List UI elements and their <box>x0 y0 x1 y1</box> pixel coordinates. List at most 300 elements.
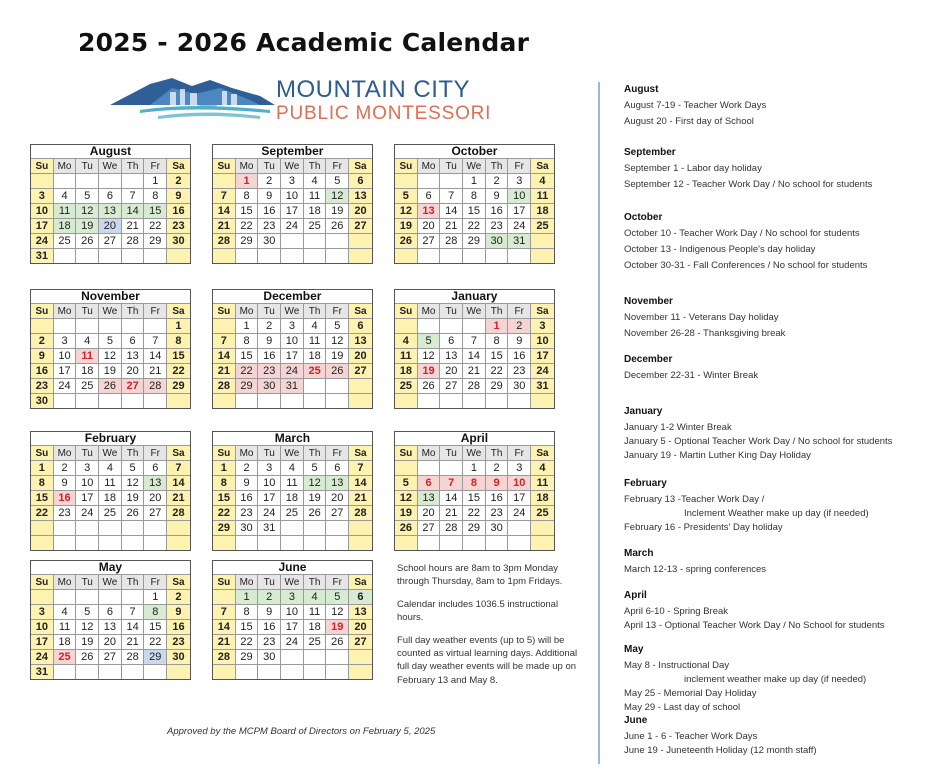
weekday-header: We <box>99 574 122 589</box>
weekday-header: Tu <box>440 158 463 173</box>
day-cell: 7 <box>349 460 372 475</box>
empty-cell <box>213 589 236 604</box>
day-cell: 13 <box>99 619 122 634</box>
day-cell: 23 <box>486 218 509 233</box>
day-cell: 4 <box>304 589 327 604</box>
empty-cell <box>281 649 304 664</box>
event-item: inclement weather make up day (if needed) <box>684 674 867 685</box>
weekday-header: Fr <box>144 445 167 460</box>
empty-cell <box>144 664 167 679</box>
day-cell: 31 <box>31 664 54 679</box>
weekday-header: Fr <box>144 574 167 589</box>
day-cell: 3 <box>281 318 304 333</box>
weekday-header: Tu <box>76 303 99 318</box>
weekday-header: Sa <box>349 303 372 318</box>
weekday-header: Sa <box>531 158 554 173</box>
day-cell: 23 <box>486 505 509 520</box>
day-cell: 8 <box>144 188 167 203</box>
empty-cell <box>144 520 167 535</box>
weekday-header: We <box>463 303 486 318</box>
empty-cell <box>31 520 54 535</box>
day-cell: 10 <box>508 475 531 490</box>
day-cell: 16 <box>31 363 54 378</box>
empty-cell <box>304 535 327 550</box>
day-cell: 17 <box>508 490 531 505</box>
event-group-february <box>624 478 869 535</box>
weekday-header: We <box>463 445 486 460</box>
month-calendar-june <box>212 560 373 680</box>
event-month-heading: April <box>624 590 647 601</box>
day-cell: 19 <box>395 505 418 520</box>
event-item: January 5 - Optional Teacher Work Day / No school for students <box>624 436 893 447</box>
empty-cell <box>281 393 304 408</box>
empty-cell <box>304 393 327 408</box>
month-calendar-january <box>394 289 555 409</box>
weekday-header: We <box>463 158 486 173</box>
weekday-header: Su <box>213 303 236 318</box>
empty-cell <box>463 393 486 408</box>
day-cell: 3 <box>31 604 54 619</box>
empty-cell <box>326 378 349 393</box>
day-cell: 22 <box>463 505 486 520</box>
day-cell: 6 <box>122 333 145 348</box>
month-name: August <box>89 144 132 158</box>
empty-cell <box>54 173 77 188</box>
day-cell: 13 <box>326 475 349 490</box>
day-cell: 7 <box>213 333 236 348</box>
day-cell: 19 <box>326 348 349 363</box>
day-cell: 29 <box>486 378 509 393</box>
event-item: September 1 - Labor day holiday <box>624 163 762 174</box>
empty-cell <box>304 664 327 679</box>
day-cell: 14 <box>440 490 463 505</box>
empty-cell <box>440 318 463 333</box>
event-item: January 1-2 Winter Break <box>624 422 732 433</box>
note-instructional-hours: Calendar includes 1036.5 instructional hours. <box>397 598 559 624</box>
day-cell: 19 <box>418 363 441 378</box>
day-cell: 28 <box>122 233 145 248</box>
day-cell: 14 <box>440 203 463 218</box>
day-cell: 26 <box>326 218 349 233</box>
day-cell: 6 <box>418 475 441 490</box>
day-cell: 2 <box>167 173 190 188</box>
note-weather: Full day weather events (up to 5) will be counted as virtual learning days. Additional full day weather events will be made up on February 13 and May 8. <box>397 634 578 686</box>
day-cell: 10 <box>281 333 304 348</box>
empty-cell <box>486 248 509 263</box>
empty-cell <box>326 520 349 535</box>
day-cell: 15 <box>213 490 236 505</box>
event-item: August 7-19 - Teacher Work Days <box>624 100 767 111</box>
empty-cell <box>395 248 418 263</box>
day-cell: 1 <box>213 460 236 475</box>
event-month-heading: February <box>624 478 667 489</box>
day-cell: 17 <box>31 218 54 233</box>
day-cell: 17 <box>258 490 281 505</box>
empty-cell <box>213 248 236 263</box>
weekday-header: Tu <box>76 158 99 173</box>
empty-cell <box>213 173 236 188</box>
day-cell: 20 <box>349 619 372 634</box>
month-calendar-may <box>30 560 191 680</box>
day-cell: 30 <box>167 649 190 664</box>
weekday-header: We <box>99 303 122 318</box>
empty-cell <box>122 535 145 550</box>
empty-cell <box>440 248 463 263</box>
weekday-header: Tu <box>258 303 281 318</box>
day-cell: 18 <box>304 619 327 634</box>
day-cell: 15 <box>31 490 54 505</box>
day-cell: 7 <box>167 460 190 475</box>
day-cell: 14 <box>463 348 486 363</box>
day-cell: 26 <box>326 634 349 649</box>
day-cell: 10 <box>31 203 54 218</box>
day-cell: 9 <box>486 188 509 203</box>
day-cell: 25 <box>304 634 327 649</box>
empty-cell <box>349 378 372 393</box>
day-cell: 8 <box>144 604 167 619</box>
empty-cell <box>281 664 304 679</box>
empty-cell <box>54 248 77 263</box>
day-cell: 7 <box>440 475 463 490</box>
day-cell: 11 <box>54 203 77 218</box>
month-calendar-october <box>394 144 555 264</box>
day-cell: 18 <box>395 363 418 378</box>
day-cell: 21 <box>213 363 236 378</box>
weekday-header: Th <box>122 445 145 460</box>
day-cell: 9 <box>54 475 77 490</box>
empty-cell <box>213 664 236 679</box>
empty-cell <box>508 248 531 263</box>
day-cell: 1 <box>144 173 167 188</box>
event-month-heading: January <box>624 406 663 417</box>
empty-cell <box>486 535 509 550</box>
day-cell: 1 <box>486 318 509 333</box>
day-cell: 27 <box>122 378 145 393</box>
weekday-header: Fr <box>144 158 167 173</box>
empty-cell <box>31 535 54 550</box>
day-cell: 19 <box>99 363 122 378</box>
empty-cell <box>144 535 167 550</box>
day-cell: 26 <box>326 363 349 378</box>
empty-cell <box>54 520 77 535</box>
empty-cell <box>349 520 372 535</box>
weekday-header: Tu <box>440 445 463 460</box>
day-cell: 28 <box>440 233 463 248</box>
day-cell: 27 <box>144 505 167 520</box>
day-cell: 5 <box>326 318 349 333</box>
day-cell: 15 <box>144 203 167 218</box>
day-cell: 21 <box>440 505 463 520</box>
day-cell: 2 <box>31 333 54 348</box>
day-cell: 18 <box>54 634 77 649</box>
event-month-heading: March <box>624 548 654 559</box>
empty-cell <box>122 589 145 604</box>
day-cell: 24 <box>31 233 54 248</box>
day-cell: 22 <box>236 218 259 233</box>
event-group-november <box>624 296 785 343</box>
day-cell: 18 <box>54 218 77 233</box>
day-cell: 17 <box>54 363 77 378</box>
weekday-header: Tu <box>76 445 99 460</box>
day-cell: 2 <box>54 460 77 475</box>
event-month-heading: December <box>624 354 673 365</box>
day-cell: 27 <box>349 634 372 649</box>
mountain-logo-icon <box>110 72 275 128</box>
day-cell: 25 <box>531 505 554 520</box>
day-cell: 1 <box>236 318 259 333</box>
day-cell: 30 <box>508 378 531 393</box>
day-cell: 16 <box>167 619 190 634</box>
empty-cell <box>99 664 122 679</box>
empty-cell <box>395 535 418 550</box>
day-cell: 25 <box>395 378 418 393</box>
day-cell: 25 <box>54 649 77 664</box>
event-item: Inclement Weather make up day (if needed) <box>684 508 869 519</box>
empty-cell <box>76 664 99 679</box>
empty-cell <box>440 173 463 188</box>
day-cell: 5 <box>76 604 99 619</box>
day-cell: 29 <box>213 520 236 535</box>
day-cell: 13 <box>349 188 372 203</box>
day-cell: 11 <box>99 475 122 490</box>
day-cell: 1 <box>236 173 259 188</box>
day-cell: 27 <box>440 378 463 393</box>
weekday-header: Th <box>304 303 327 318</box>
day-cell: 5 <box>326 589 349 604</box>
empty-cell <box>463 535 486 550</box>
day-cell: 27 <box>418 520 441 535</box>
day-cell: 17 <box>531 348 554 363</box>
weekday-header: Fr <box>508 445 531 460</box>
empty-cell <box>167 535 190 550</box>
day-cell: 29 <box>144 649 167 664</box>
month-calendar-december <box>212 289 373 409</box>
month-name: April <box>460 431 489 445</box>
day-cell: 4 <box>304 173 327 188</box>
empty-cell <box>54 535 77 550</box>
event-item: January 19 - Martin Luther King Day Holiday <box>624 450 811 461</box>
event-item: November 11 - Veterans Day holiday <box>624 312 779 323</box>
day-cell: 4 <box>99 460 122 475</box>
day-cell: 20 <box>122 363 145 378</box>
empty-cell <box>236 664 259 679</box>
day-cell: 24 <box>281 218 304 233</box>
day-cell: 18 <box>281 490 304 505</box>
day-cell: 19 <box>122 490 145 505</box>
school-logo <box>110 72 490 128</box>
day-cell: 28 <box>144 378 167 393</box>
weekday-header: Mo <box>54 574 77 589</box>
day-cell: 18 <box>304 203 327 218</box>
day-cell: 31 <box>31 248 54 263</box>
weekday-header: Fr <box>326 158 349 173</box>
day-cell: 10 <box>76 475 99 490</box>
day-cell: 9 <box>258 333 281 348</box>
day-cell: 15 <box>144 619 167 634</box>
day-cell: 16 <box>258 203 281 218</box>
day-cell: 24 <box>258 505 281 520</box>
empty-cell <box>326 233 349 248</box>
empty-cell <box>531 520 554 535</box>
day-cell: 18 <box>531 490 554 505</box>
empty-cell <box>76 393 99 408</box>
day-cell: 22 <box>144 634 167 649</box>
empty-cell <box>326 664 349 679</box>
day-cell: 25 <box>281 505 304 520</box>
day-cell: 7 <box>213 604 236 619</box>
event-item: December 22-31 - Winter Break <box>624 370 759 381</box>
day-cell: 15 <box>463 490 486 505</box>
empty-cell <box>349 649 372 664</box>
weekday-header: We <box>281 158 304 173</box>
day-cell: 14 <box>122 203 145 218</box>
day-cell: 26 <box>395 520 418 535</box>
event-item: April 13 - Optional Teacher Work Day / No School for students <box>624 620 885 631</box>
day-cell: 28 <box>213 378 236 393</box>
day-cell: 8 <box>31 475 54 490</box>
empty-cell <box>76 173 99 188</box>
day-cell: 7 <box>122 604 145 619</box>
day-cell: 22 <box>486 363 509 378</box>
weekday-header: Mo <box>418 158 441 173</box>
day-cell: 19 <box>76 218 99 233</box>
event-month-heading: May <box>624 644 644 655</box>
day-cell: 30 <box>486 520 509 535</box>
note-school-hours: School hours are 8am to 3pm Monday through Thursday, 8am to 1pm Fridays. <box>397 563 563 588</box>
month-name: October <box>451 144 498 158</box>
empty-cell <box>440 393 463 408</box>
empty-cell <box>144 248 167 263</box>
empty-cell <box>258 393 281 408</box>
empty-cell <box>508 520 531 535</box>
weekday-header: Mo <box>54 445 77 460</box>
weekday-header: Sa <box>349 158 372 173</box>
day-cell: 20 <box>418 218 441 233</box>
event-group-september <box>624 147 872 194</box>
empty-cell <box>326 649 349 664</box>
event-month-heading: August <box>624 84 659 95</box>
empty-cell <box>531 233 554 248</box>
day-cell: 27 <box>349 363 372 378</box>
day-cell: 25 <box>531 218 554 233</box>
logo-line2: PUBLIC MONTESSORI <box>276 103 492 124</box>
day-cell: 9 <box>167 604 190 619</box>
month-name: February <box>84 431 137 445</box>
approval-note: Approved by the MCPM Board of Directors on February 5, 2025 <box>167 726 436 737</box>
day-cell: 17 <box>281 348 304 363</box>
event-item: April 6-10 - Spring Break <box>624 606 729 617</box>
event-group-december <box>624 354 758 385</box>
empty-cell <box>440 460 463 475</box>
weekday-header: Su <box>31 303 54 318</box>
event-item: February 16 - Presidents' Day holiday <box>624 522 783 533</box>
day-cell: 14 <box>213 203 236 218</box>
day-cell: 14 <box>167 475 190 490</box>
empty-cell <box>54 589 77 604</box>
day-cell: 5 <box>395 475 418 490</box>
weekday-header: Mo <box>418 303 441 318</box>
day-cell: 28 <box>349 505 372 520</box>
weekday-header: Fr <box>326 303 349 318</box>
day-cell: 2 <box>258 173 281 188</box>
day-cell: 11 <box>531 188 554 203</box>
day-cell: 2 <box>486 173 509 188</box>
day-cell: 11 <box>76 348 99 363</box>
day-cell: 20 <box>440 363 463 378</box>
day-cell: 13 <box>418 490 441 505</box>
day-cell: 6 <box>326 460 349 475</box>
empty-cell <box>213 535 236 550</box>
event-item: October 13 - Indigenous People's day holiday <box>624 244 816 255</box>
day-cell: 1 <box>144 589 167 604</box>
event-group-march <box>624 548 766 577</box>
weekday-header: We <box>99 445 122 460</box>
weekday-header: Mo <box>236 574 259 589</box>
empty-cell <box>304 649 327 664</box>
day-cell: 5 <box>395 188 418 203</box>
day-cell: 29 <box>236 649 259 664</box>
empty-cell <box>349 233 372 248</box>
day-cell: 21 <box>122 634 145 649</box>
day-cell: 5 <box>122 460 145 475</box>
empty-cell <box>281 520 304 535</box>
day-cell: 1 <box>463 460 486 475</box>
day-cell: 15 <box>463 203 486 218</box>
event-group-august <box>624 84 766 131</box>
day-cell: 5 <box>326 173 349 188</box>
day-cell: 14 <box>349 475 372 490</box>
day-cell: 6 <box>349 589 372 604</box>
day-cell: 4 <box>531 173 554 188</box>
page-title: 2025 - 2026 Academic Calendar <box>78 28 530 57</box>
day-cell: 19 <box>76 634 99 649</box>
day-cell: 4 <box>281 460 304 475</box>
weekday-header: Su <box>395 158 418 173</box>
day-cell: 18 <box>531 203 554 218</box>
weekday-header: Th <box>304 445 327 460</box>
day-cell: 19 <box>304 490 327 505</box>
day-cell: 8 <box>463 188 486 203</box>
day-cell: 22 <box>463 218 486 233</box>
day-cell: 8 <box>463 475 486 490</box>
empty-cell <box>281 233 304 248</box>
day-cell: 21 <box>213 218 236 233</box>
weekday-header: Mo <box>54 158 77 173</box>
empty-cell <box>144 393 167 408</box>
month-calendar-february <box>30 431 191 551</box>
day-cell: 17 <box>508 203 531 218</box>
day-cell: 18 <box>304 348 327 363</box>
empty-cell <box>326 535 349 550</box>
empty-cell <box>99 173 122 188</box>
empty-cell <box>122 173 145 188</box>
empty-cell <box>122 664 145 679</box>
event-group-october <box>624 212 867 275</box>
day-cell: 16 <box>167 203 190 218</box>
empty-cell <box>31 173 54 188</box>
day-cell: 11 <box>304 333 327 348</box>
month-calendar-march <box>212 431 373 551</box>
day-cell: 23 <box>167 634 190 649</box>
day-cell: 5 <box>418 333 441 348</box>
empty-cell <box>76 535 99 550</box>
event-item: June 1 - 6 - Teacher Work Days <box>624 731 758 742</box>
weekday-header: Su <box>213 574 236 589</box>
day-cell: 3 <box>54 333 77 348</box>
empty-cell <box>463 248 486 263</box>
day-cell: 25 <box>76 378 99 393</box>
day-cell: 12 <box>326 604 349 619</box>
